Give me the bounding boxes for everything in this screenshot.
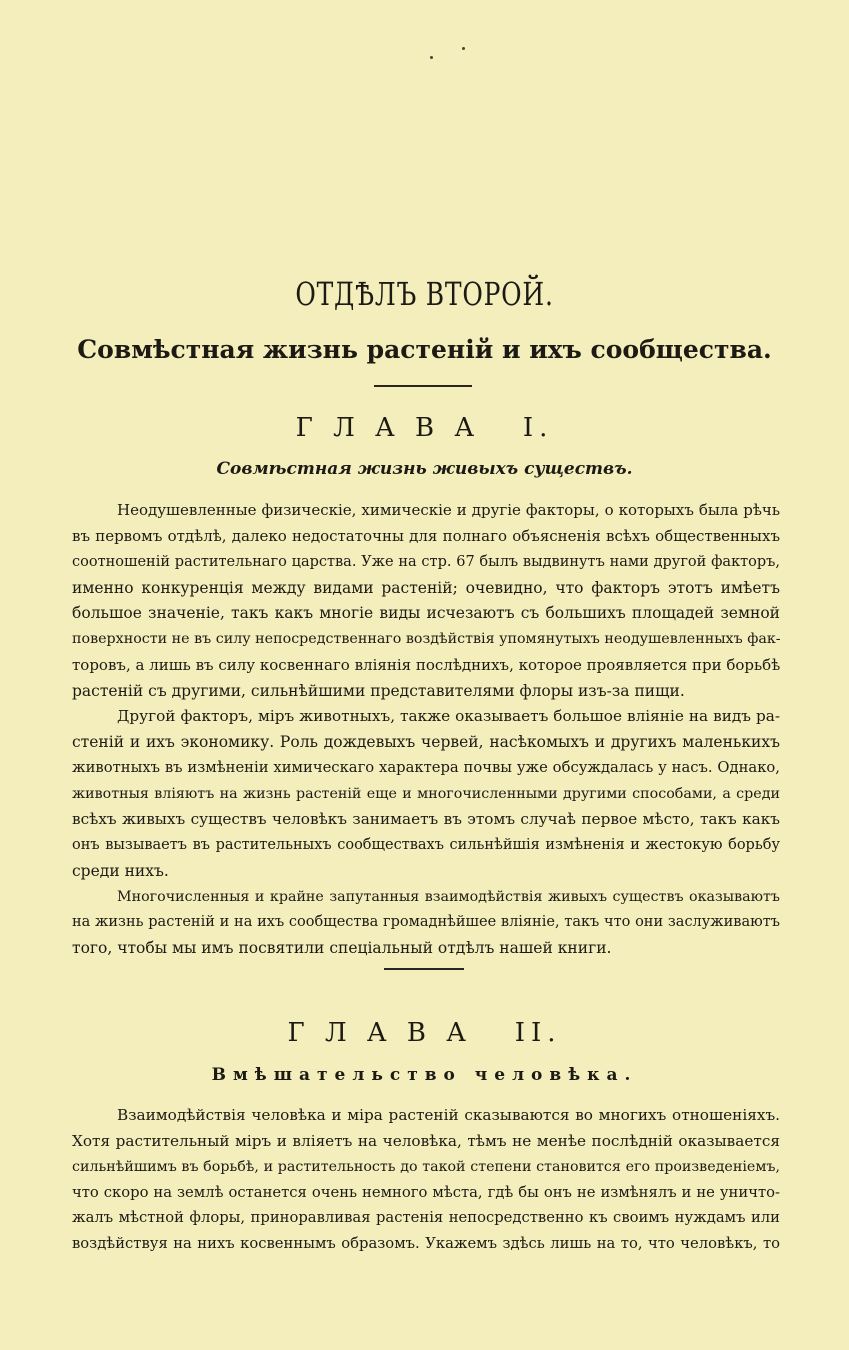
paragraph-line: воздѣйствуя на нихъ косвеннымъ образомъ. Укажемъ здѣсь лишь на то, что человѣкъ, то <box>72 1235 780 1252</box>
paragraph-line: соотношеній растительнаго царства. Уже на стр. 67 былъ выдвинутъ нами другой факторъ, <box>72 554 780 570</box>
paragraph-line: стеній и ихъ экономику. Роль дождевыхъ червей, насѣкомыхъ и другихъ маленькихъ <box>72 733 780 751</box>
paragraph-line: Другой факторъ, міръ животныхъ, также оказываетъ большое вліяніе на видъ ра- <box>117 707 780 725</box>
paragraph-line: животныхъ въ измѣненіи химическаго характера почвы уже обсуждалась у насъ. Однако, <box>72 759 780 776</box>
paragraph-line: поверхности не въ силу непосредственнаго воздѣйствія упомянутыхъ неодушевленныхъ фак- <box>72 631 781 647</box>
chapter2-title: Вмѣшательство человѣка. <box>211 1065 638 1085</box>
paragraph-line: среди нихъ. <box>72 862 169 880</box>
chapter2-heading: Г Л А В А II. <box>287 1018 562 1048</box>
paragraph-line: Взаимодѣйствія человѣка и міра растеній сказываются во многихъ отношеніяхъ. <box>117 1106 780 1124</box>
section-divider <box>374 385 472 387</box>
paragraph-line: всѣхъ живыхъ существъ человѣкъ занимаетъ въ этомъ случаѣ первое мѣсто, такъ какъ <box>72 810 780 828</box>
paper-speck <box>462 47 465 50</box>
chapter1-heading: Г Л А В А I. <box>295 413 554 443</box>
paragraph-line: Неодушевленные физическіе, химическіе и другіе факторы, о которыхъ была рѣчь <box>117 501 780 519</box>
paragraph-line: большое значеніе, такъ какъ многіе виды исчезаютъ съ большихъ площадей земной <box>72 604 780 622</box>
paragraph-line: сильнѣйшимъ въ борьбѣ, и растительность до такой степени становится его произведеніемъ, <box>72 1159 780 1175</box>
paragraph-line: именно конкуренція между видами растеній; очевидно, что факторъ этотъ имѣетъ <box>72 579 780 597</box>
section-divider <box>384 968 464 970</box>
paragraph-line: Многочисленныя и крайне запутанныя взаимодѣйствія живыхъ существъ оказываютъ <box>117 889 780 905</box>
paragraph-line: животныя вліяютъ на жизнь растеній еще и многочисленными другими способами, а среди <box>72 786 780 802</box>
paper-speck <box>430 56 433 59</box>
paragraph-line: растеній съ другими, сильнѣйшими представителями флоры изъ-за пищи. <box>72 682 685 700</box>
paragraph-line: того, чтобы мы имъ посвятили спеціальный отдѣлъ нашей книги. <box>72 939 612 957</box>
part-subtitle: Совмѣстная жизнь растеній и ихъ сообщества. <box>77 335 772 364</box>
paragraph-line: что скоро на землѣ останется очень немного мѣста, гдѣ бы онъ не измѣнялъ и не уничто- <box>72 1184 780 1201</box>
paragraph-line: торовъ, а лишь въ силу косвеннаго вліянія послѣднихъ, которое проявляется при борьбѣ <box>72 656 781 674</box>
paragraph-line: въ первомъ отдѣлѣ, далеко недостаточны для полнаго объясненія всѣхъ общественныхъ <box>72 527 780 545</box>
paragraph-line: жалъ мѣстной флоры, приноравливая растенія непосредственно къ своимъ нуждамъ или <box>72 1209 780 1226</box>
paragraph-line: онъ вызываетъ въ растительныхъ сообществахъ сильнѣйшія измѣненія и жестокую борьбу <box>72 837 780 853</box>
paragraph-line: на жизнь растеній и на ихъ сообщества громаднѣйшее вліяніе, такъ что они заслуживаютъ <box>72 914 780 930</box>
chapter1-title: Совмѣстная жизнь живыхъ существъ. <box>216 459 633 479</box>
part-title: ОТДѢЛЪ ВТОРОЙ. <box>295 275 554 313</box>
paragraph-line: Хотя растительный міръ и вліяетъ на человѣка, тѣмъ не менѣе послѣдній оказывается <box>72 1132 780 1150</box>
